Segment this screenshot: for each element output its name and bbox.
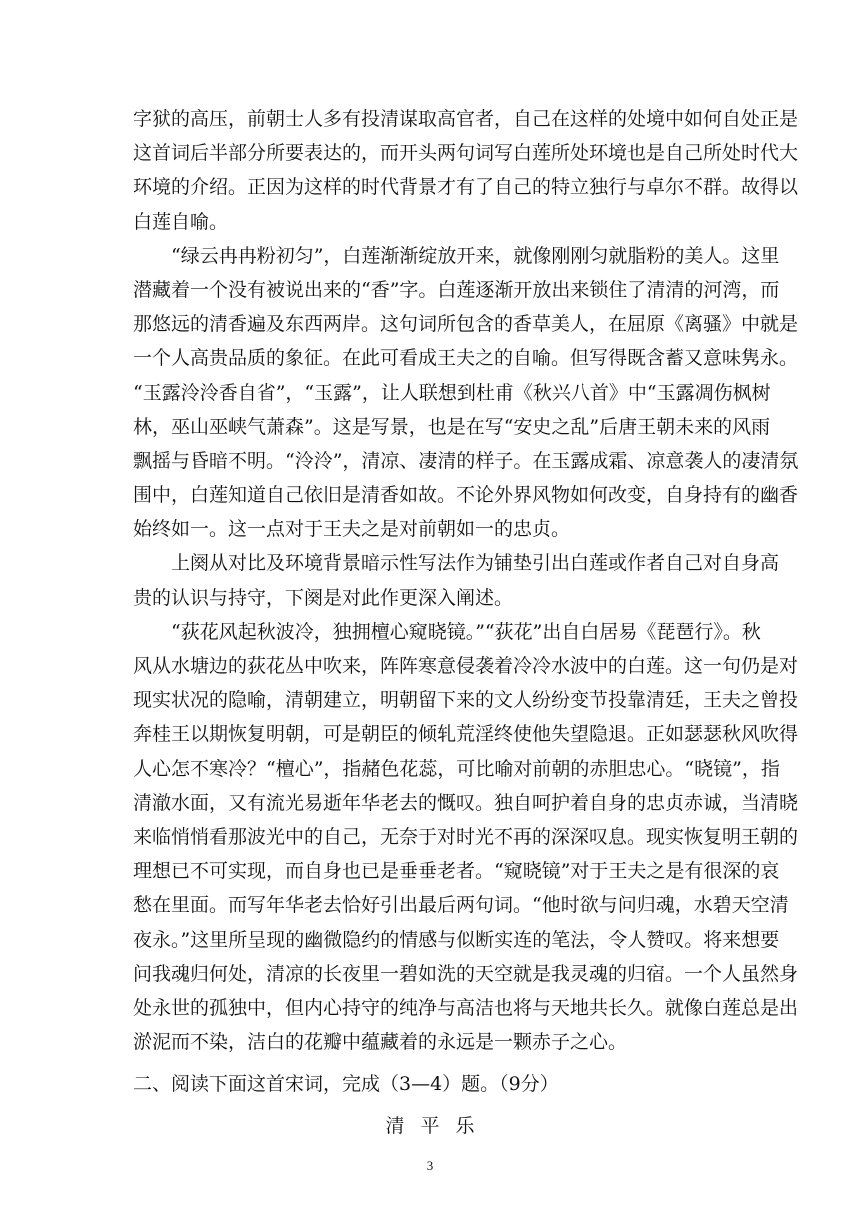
body-text xyxy=(133,102,799,1144)
text-line: 潜藏着一个没有被说出来的“香”字。白莲逐渐开放出来锁住了清清的河湾，而 xyxy=(133,278,780,301)
text-line: 环境的介绍。正因为这样的时代背景才有了自己的特立独行与卓尔不群。故得以 xyxy=(133,176,799,199)
text-line: 飘摇与昏暗不明。“泠泠”，清凉、凄清的样子。在玉露成霜、凉意袭人的凄清氛 xyxy=(133,449,799,472)
text-line: 清澈水面，又有流光易逝年华老去的慨叹。独自呵护着自身的忠贞赤诚，当清晓 xyxy=(133,791,799,814)
section-heading: 二、阅读下面这首宋词，完成（3—4）题。（9分） xyxy=(133,1073,559,1096)
poem-title: 清平乐 xyxy=(385,1115,491,1138)
paragraph xyxy=(133,102,799,239)
paragraph xyxy=(133,546,780,614)
text-line: “玉露泠泠香自省”，“玉露”，让人联想到杜甫《秋兴八首》中“玉露凋伤枫树 xyxy=(133,381,771,404)
text-line: 问我魂归何处，清凉的长夜里一碧如洗的天空就是我灵魂的归宿。一个人虽然身 xyxy=(133,962,799,985)
text-line: 理想已不可实现，而自身也已是垂垂老者。“窥晓镜”对于王夫之是有很深的哀 xyxy=(133,860,780,883)
text-line: 愁在里面。而写年华老去恰好引出最后两句词。“他时欲与问归魂，水碧天空清 xyxy=(133,894,789,917)
text-line: 风从水塘边的荻花丛中吹来，阵阵寒意侵袭着冷冷水波中的白莲。这一句仍是对 xyxy=(133,655,799,677)
text-line: 白莲自喻。 xyxy=(133,210,229,233)
text-line: 林，巫山巫峡气萧森”。这是写景，也是在写“安史之乱”后唐王朝未来的风雨 xyxy=(133,415,771,438)
text-line: 这首词后半部分所要表达的，而开头两句词写白莲所处环境也是自己所处时代大 xyxy=(133,142,799,165)
text-line: 一个人高贵品质的象征。在此可看成王夫之的自喻。但写得既含蓄又意味隽永。 xyxy=(133,347,799,370)
text-line: “荻花风起秋波冷，独拥檀心窥晓镜。”“荻花”出自白居易《琵琶行》。秋 xyxy=(171,620,761,643)
paragraph xyxy=(133,615,799,1059)
text-line: 围中，白莲知道自己依旧是清香如故。不论外界风物如何改变，自身持有的幽香 xyxy=(133,484,799,507)
text-line: 字狱的高压，前朝士人多有投清谋取高官者，自己在这样的处境中如何自处正是 xyxy=(133,108,799,130)
text-line: 人心怎不寒冷？“檀心”，指赭色花蕊，可比喻对前朝的赤胆忠心。“晓镜”，指 xyxy=(133,757,780,780)
text-line: 奔桂王以期恢复明朝，可是朝臣的倾轧荒淫终使他失望隐退。正如瑟瑟秋风吹得 xyxy=(133,723,799,746)
text-line: 现实状况的隐喻，清朝建立，明朝留下来的文人纷纷变节投靠清廷，王夫之曾投 xyxy=(133,689,799,712)
text-line: 淤泥而不染，洁白的花瓣中蕴藏着的永远是一颗赤子之心。 xyxy=(133,1031,628,1054)
text-line: 夜永。”这里所呈现的幽微隐约的情感与似断实连的笔法，令人赞叹。将来想要 xyxy=(133,928,780,951)
paragraph xyxy=(133,239,799,547)
text-line: 始终如一。这一点对于王夫之是对前朝如一的忠贞。 xyxy=(133,518,571,541)
text-line: 来临悄悄看那波光中的自己，无奈于对时光不再的深深叹息。现实恢复明王朝的 xyxy=(133,825,799,848)
text-line: 处永世的孤独中，但内心持守的纯净与高洁也将与天地共长久。就像白莲总是出 xyxy=(133,996,799,1019)
text-line: 贵的认识与持守，下阕是对此作更深入阐述。 xyxy=(133,586,514,609)
text-line: “绿云冉冉粉初匀”，白莲渐渐绽放开来，就像刚刚匀就脂粉的美人。这里 xyxy=(171,244,780,267)
page-number: 3 xyxy=(426,1158,434,1173)
text-line: 那悠远的清香遍及东西两岸。这句词所包含的香草美人，在屈原《离骚》中就是 xyxy=(133,313,799,336)
text-line: 上阕从对比及环境背景暗示性写法作为铺垫引出白莲或作者自己对自身高 xyxy=(171,552,780,575)
